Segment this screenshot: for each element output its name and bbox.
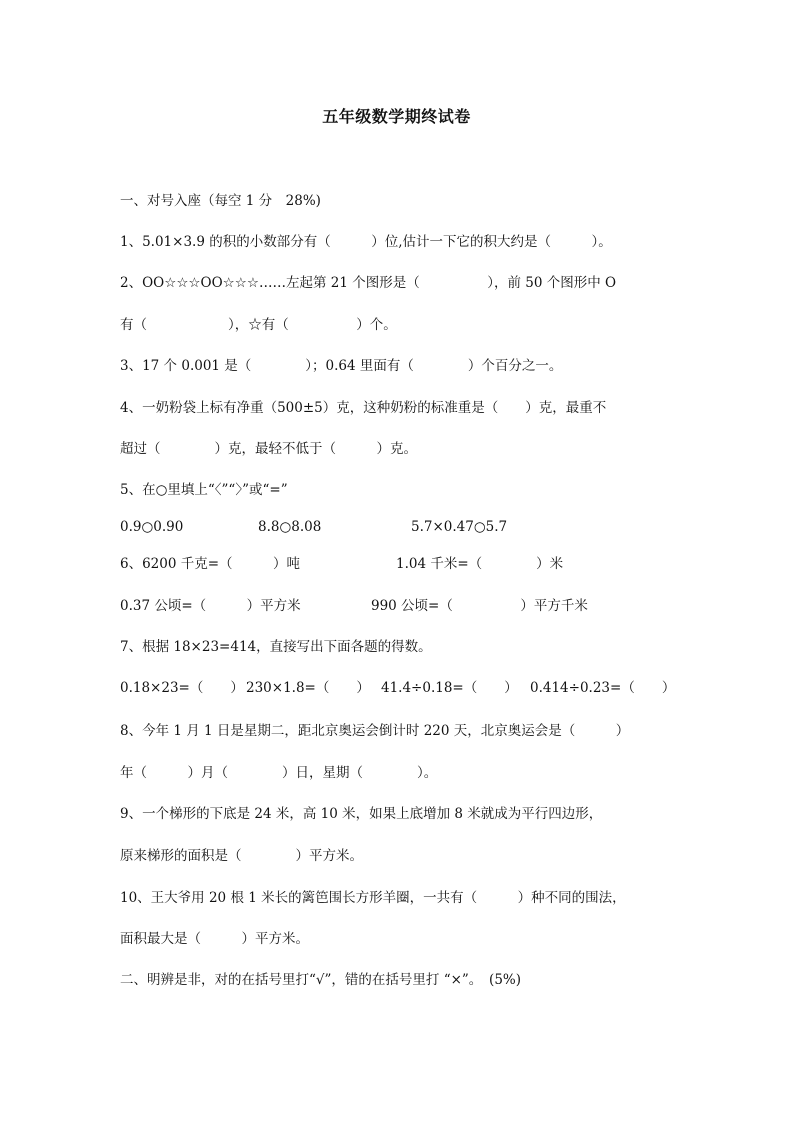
question-7-line-1: 7、根据 18×23=414，直接写出下面各题的得数。 <box>120 639 432 655</box>
question-7-item: 41.4÷0.18=（ ） <box>381 680 518 696</box>
question-5-item: 0.9○0.90 <box>120 519 184 535</box>
question-8-line-1: 8、今年 1 月 1 日是星期二，距北京奥运会倒计时 220 天，北京奥运会是（ ） <box>120 723 630 739</box>
question-5-item: 8.8○8.08 <box>258 519 322 535</box>
question-6-row-2 <box>120 596 680 616</box>
question-7-item: 0.414÷0.23=（ ） <box>530 680 676 696</box>
question-7-items <box>120 678 680 698</box>
question-7-item: 230×1.8=（ ） <box>246 680 370 696</box>
question-7-item: 0.18×23=（ ） <box>120 680 244 696</box>
question-6-item: 1.04 千米=（ ）米 <box>396 556 564 572</box>
question-5-line-1: 5、在○里填上“〈”“〉”或“=” <box>120 482 288 498</box>
question-9-line-2: 原来梯形的面积是（ ）平方米。 <box>120 848 363 864</box>
question-10-line-2: 面积最大是（ ）平方米。 <box>120 931 309 947</box>
question-4-line-1: 4、一奶粉袋上标有净重（500±5）克，这种奶粉的标准重是（ ）克，最重不 <box>120 400 607 416</box>
question-2-line-1: 2、OO☆☆☆OO☆☆☆……左起第 21 个图形是（ ），前 50 个图形中 O <box>120 275 617 291</box>
question-10-line-1: 10、王大爷用 20 根 1 米长的篱笆围长方形羊圈，一共有（ ）种不同的围法， <box>120 890 626 906</box>
question-5-item: 5.7×0.47○5.7 <box>411 519 508 535</box>
question-9-line-1: 9、一个梯形的下底是 24 米，高 10 米，如果上底增加 8 米就成为平行四边形， <box>120 806 603 822</box>
question-6-row-1 <box>120 554 680 574</box>
question-6-item: 0.37 公顷=（ ）平方米 <box>120 598 301 614</box>
question-3: 3、17 个 0.001 是（ ）；0.64 里面有（ ）个百分之一。 <box>120 358 563 374</box>
question-6-item: 990 公顷=（ ）平方千米 <box>371 598 588 614</box>
question-6-item: 6、6200 千克=（ ）吨 <box>120 556 301 572</box>
section-2-heading: 二、明辨是非，对的在括号里打“√”，错的在括号里打 “×”。 (5%) <box>120 972 522 988</box>
page-title: 五年级数学期终试卷 <box>322 107 471 126</box>
question-1: 1、5.01×3.9 的积的小数部分有（ ）位,估计一下它的积大约是（ ）。 <box>120 234 612 250</box>
question-8-line-2: 年（ ）月（ ）日，星期（ ）。 <box>120 765 438 781</box>
question-4-line-2: 超过（ ）克，最轻不低于（ ）克。 <box>120 441 417 457</box>
question-2-line-2: 有（ ），☆有（ ）个。 <box>120 317 397 333</box>
question-5-items <box>120 517 680 537</box>
section-1-heading: 一、对号入座（每空 1 分 28%) <box>120 193 321 209</box>
